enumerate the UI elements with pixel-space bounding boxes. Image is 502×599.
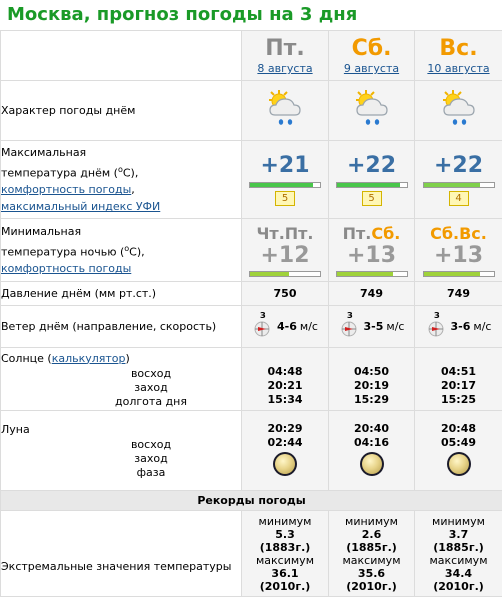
spacer (242, 351, 328, 365)
weather-cell-2 (415, 81, 502, 141)
sunrise-time: 04:51 (440, 365, 476, 378)
sunset-label: заход (134, 380, 168, 394)
day-name: Сб. (351, 36, 392, 61)
day-length: 15:25 (440, 393, 476, 406)
tmin-label-line1: Минимальная (1, 224, 82, 238)
tmax-row (1, 141, 502, 219)
degree-sup: o (124, 243, 130, 253)
forecast-table (0, 30, 502, 597)
records-header-row (1, 491, 502, 511)
night-pair-to: Пт. (284, 223, 314, 243)
day-date-link[interactable]: 8 августа (257, 62, 313, 75)
night-pair (242, 224, 328, 244)
night-pair (415, 224, 502, 244)
tmin-value: +12 (260, 242, 310, 268)
night-comfort-bar-fill (424, 272, 480, 276)
records-heading: Рекорды погоды (1, 491, 502, 511)
moon-cell-0 (242, 411, 329, 491)
pressure-row (1, 282, 502, 306)
record-cell-1 (329, 511, 415, 597)
page-title: Москва, прогноз погоды на 3 дня (7, 4, 358, 25)
pressure-value: 749 (415, 282, 502, 306)
tmax-label (1, 141, 242, 219)
wind-direction-icon (426, 310, 448, 343)
tmax-cell-2 (415, 141, 502, 219)
record-cell-2 (415, 511, 502, 597)
tmax-label-line4 (1, 198, 241, 215)
night-comfort-bar-fill (337, 272, 393, 276)
sunrise-time: 04:48 (267, 365, 303, 378)
moon-label (1, 411, 242, 491)
record-max-value: 36.1 (271, 566, 299, 580)
tmax-cell-0 (242, 141, 329, 219)
pressure-label: Давление днём (мм рт.ст.) (1, 282, 242, 306)
record-max-year: (2010г.) (259, 579, 311, 593)
tmin-label-line3 (1, 260, 241, 277)
tmax-value: +21 (260, 153, 310, 178)
moon-cell-1 (329, 411, 415, 491)
moonset-time: 04:16 (353, 435, 389, 449)
sun-label-head (1, 350, 241, 367)
weather-row (1, 81, 502, 141)
day-header-2 (415, 31, 502, 81)
night-pair-from: Сб. (430, 223, 460, 243)
svg-text:З: З (260, 311, 266, 320)
day-date-link[interactable]: 9 августа (343, 62, 400, 75)
tmin-label-unit: С), (129, 245, 145, 259)
tmax-label-text: температура днём ( (1, 166, 118, 180)
night-comfort-bar (423, 271, 495, 277)
night-comfort-bar (336, 271, 408, 277)
day-header-row (1, 31, 502, 81)
svg-text:З: З (433, 311, 440, 320)
wind-info (329, 310, 414, 343)
wind-speed: 3-6 (450, 320, 471, 333)
extreme-label: Экстремальные значения температуры (1, 511, 242, 597)
moonset-time: 05:49 (440, 435, 476, 449)
record-min-year: (1885г.) (346, 540, 397, 554)
sun-label (1, 348, 242, 411)
comfort-bar-fill (337, 183, 400, 187)
moon-label-head: Луна (1, 423, 30, 436)
wind-cell-2 (415, 306, 502, 348)
comfort-link-night[interactable]: комфортность погоды (1, 262, 132, 276)
sunset-time: 20:17 (440, 379, 476, 392)
uv-badge: 4 (449, 191, 469, 206)
tmax-label-line3 (1, 181, 241, 198)
comfort-bar-fill (250, 183, 313, 187)
moon-phase-icon (360, 452, 384, 476)
tmin-cell-0 (242, 219, 329, 282)
record-max-label: максимум (429, 553, 488, 567)
comma: , (131, 183, 135, 197)
tmin-label-line2 (1, 240, 241, 261)
weather-cell-1 (329, 81, 415, 141)
phase-label: фаза (136, 466, 166, 479)
sun-cell-1 (329, 348, 415, 411)
day-header-1 (329, 31, 415, 81)
sun-row (1, 348, 502, 411)
record-cell-0 (242, 511, 329, 597)
day-name: Вс. (439, 36, 478, 61)
sunset-time: 20:21 (267, 379, 303, 392)
moonrise-time: 20:40 (353, 421, 389, 435)
spacer (329, 351, 414, 365)
moon-phase-icon (447, 452, 471, 476)
record-min-value: 2.6 (361, 527, 382, 541)
pressure-value: 749 (329, 282, 415, 306)
day-length: 15:29 (353, 393, 389, 406)
day-length: 15:34 (267, 393, 303, 406)
comfort-link[interactable]: комфортность погоды (1, 183, 132, 197)
record-min-year: (1885г.) (433, 540, 484, 554)
wind-row (1, 306, 502, 348)
wind-cell-0 (242, 306, 329, 348)
tmin-label-text: температура ночью ( (1, 245, 125, 259)
night-pair-to: Вс. (459, 223, 487, 243)
moon-row (1, 411, 502, 491)
wind-cell-1 (329, 306, 415, 348)
sun-cell-2 (415, 348, 502, 411)
day-date-link[interactable]: 10 августа (427, 62, 490, 75)
night-pair-to: Сб. (371, 223, 401, 243)
wind-info (242, 310, 328, 343)
tmax-value: +22 (346, 153, 397, 178)
wind-speed: 4-6 (277, 320, 297, 333)
sunrise-label: восход (130, 366, 172, 380)
sunrise-time: 04:50 (353, 365, 389, 378)
tmin-label (1, 219, 242, 282)
pressure-value: 750 (242, 282, 329, 306)
day-name: Пт. (265, 36, 305, 61)
header-empty-cell (1, 31, 242, 81)
svg-text:З: З (346, 311, 353, 320)
moon-cell-2 (415, 411, 502, 491)
moonrise-time: 20:48 (440, 421, 476, 435)
night-pair-from: Чт. (256, 223, 285, 243)
record-max-label: максимум (342, 553, 401, 567)
record-min-label: минимум (258, 514, 312, 528)
moonrise-time: 20:29 (267, 421, 303, 435)
record-max-year: (2010г.) (346, 579, 397, 593)
tmax-value: +22 (433, 153, 484, 178)
uv-index-link[interactable]: максимальный индекс УФИ (1, 200, 161, 214)
night-pair (329, 224, 414, 244)
moonset-label: заход (134, 452, 168, 465)
weather-cell-0 (242, 81, 329, 141)
sun-label-text: Солнце ( (1, 351, 52, 365)
wind-unit: м/с (386, 320, 405, 333)
wind-speed: 3-5 (363, 320, 384, 333)
comfort-bar (249, 182, 321, 188)
record-min-label: минимум (345, 514, 398, 528)
spacer (415, 351, 502, 365)
day-header-0 (242, 31, 329, 81)
weather-label: Характер погоды днём (1, 81, 242, 141)
tmin-value: +13 (346, 242, 397, 268)
comfort-bar (336, 182, 408, 188)
record-max-label: максимум (256, 553, 314, 567)
sun-label-close: ) (125, 351, 130, 365)
tmin-cell-2 (415, 219, 502, 282)
tmin-row (1, 219, 502, 282)
wind-direction-icon (339, 310, 361, 343)
sun-cell-0 (242, 348, 329, 411)
sun-cloud-rain-icon (350, 121, 394, 134)
tmax-label-line2 (1, 161, 241, 182)
record-min-value: 3.7 (448, 527, 469, 541)
wind-label: Ветер днём (направление, скорость) (1, 306, 242, 348)
record-min-value: 5.3 (275, 527, 295, 541)
comfort-bar (423, 182, 495, 188)
records-row (1, 511, 502, 597)
tmax-cell-1 (329, 141, 415, 219)
record-min-label: минимум (432, 514, 485, 528)
tmax-label-unit: С), (122, 166, 139, 180)
tmax-label-line1: Максимальная (1, 145, 87, 159)
tmin-cell-1 (329, 219, 415, 282)
degree-sup: o (117, 164, 123, 174)
night-pair-from: Пт. (342, 223, 372, 243)
wind-direction-icon (252, 310, 274, 343)
daylength-label: долгота дня (115, 394, 187, 408)
wind-unit: м/с (473, 320, 492, 333)
tmin-value: +13 (433, 242, 484, 268)
night-comfort-bar (249, 271, 321, 277)
sunset-time: 20:19 (353, 379, 389, 392)
moonrise-label: восход (130, 438, 172, 451)
night-comfort-bar-fill (250, 272, 289, 276)
record-min-year: (1883г.) (259, 540, 311, 554)
comfort-bar-fill (424, 183, 480, 187)
wind-info (415, 310, 502, 343)
sun-cloud-rain-icon (263, 121, 307, 134)
uv-badge: 5 (362, 191, 382, 206)
sun-calculator-link[interactable]: калькулятор (51, 351, 126, 365)
moonset-time: 02:44 (267, 435, 303, 449)
moon-phase-icon (273, 452, 297, 476)
record-max-value: 34.4 (444, 566, 473, 580)
wind-unit: м/с (299, 320, 318, 333)
uv-badge: 5 (275, 191, 295, 206)
record-max-value: 35.6 (357, 566, 386, 580)
sun-cloud-rain-icon (437, 121, 481, 134)
record-max-year: (2010г.) (433, 579, 484, 593)
